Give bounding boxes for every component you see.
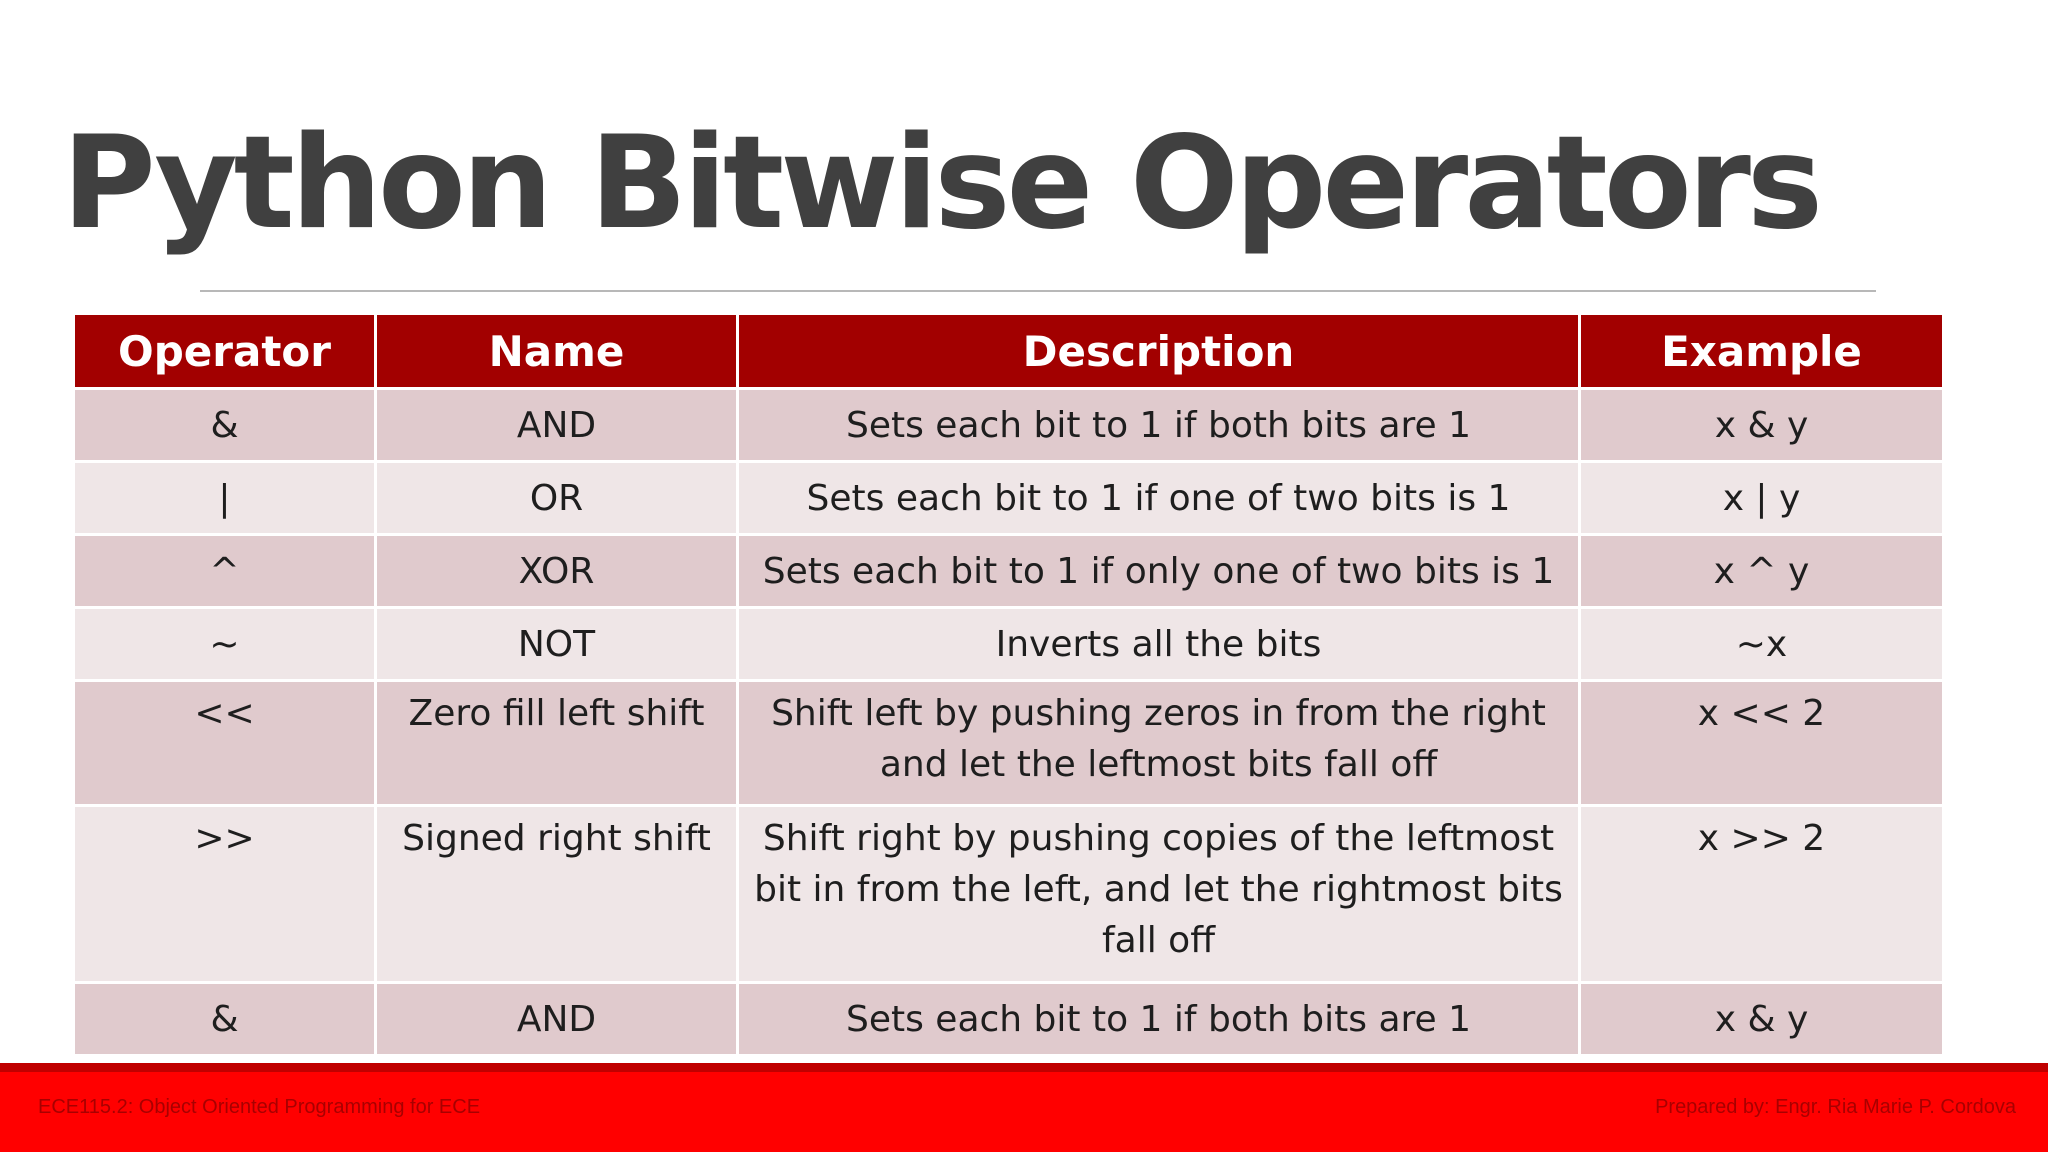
description-cell: Shift right by pushing copies of the leftmost bit in from the left, and let the rightmost bits fall off [738, 806, 1580, 983]
bitwise-operators-table [72, 312, 1945, 1057]
column-header-description: Description [738, 314, 1580, 389]
name-cell: NOT [376, 608, 738, 681]
footer-bar [0, 1072, 2048, 1152]
example-cell: x >> 2 [1580, 806, 1944, 983]
table-row [74, 389, 1944, 462]
table-row [74, 681, 1944, 806]
operator-cell: ^ [74, 535, 376, 608]
operator-cell: >> [74, 806, 376, 983]
column-header-name: Name [376, 314, 738, 389]
example-cell: ~x [1580, 608, 1944, 681]
footer-accent-line [0, 1063, 2048, 1072]
description-cell: Shift left by pushing zeros in from the right and let the leftmost bits fall off [738, 681, 1580, 806]
name-cell: XOR [376, 535, 738, 608]
example-cell: x & y [1580, 983, 1944, 1056]
column-header-operator: Operator [74, 314, 376, 389]
author-credit: Prepared by: Engr. Ria Marie P. Cordova [1655, 1096, 2016, 1118]
operator-cell: << [74, 681, 376, 806]
operator-cell: | [74, 462, 376, 535]
example-cell: x | y [1580, 462, 1944, 535]
slide-title: Python Bitwise Operators [62, 109, 1820, 258]
example-cell: x & y [1580, 389, 1944, 462]
name-cell: OR [376, 462, 738, 535]
course-label: ECE115.2: Object Oriented Programming for ECE [38, 1096, 481, 1118]
table-row [74, 608, 1944, 681]
description-cell: Sets each bit to 1 if both bits are 1 [738, 389, 1580, 462]
description-cell: Sets each bit to 1 if both bits are 1 [738, 983, 1580, 1056]
name-cell: AND [376, 389, 738, 462]
operator-cell: & [74, 983, 376, 1056]
description-cell: Inverts all the bits [738, 608, 1580, 681]
table-row [74, 983, 1944, 1056]
name-cell: AND [376, 983, 738, 1056]
column-header-example: Example [1580, 314, 1944, 389]
description-cell: Sets each bit to 1 if one of two bits is 1 [738, 462, 1580, 535]
description-cell: Sets each bit to 1 if only one of two bits is 1 [738, 535, 1580, 608]
operator-cell: ~ [74, 608, 376, 681]
name-cell: Zero fill left shift [376, 681, 738, 806]
table-header-row [74, 314, 1944, 389]
example-cell: x << 2 [1580, 681, 1944, 806]
table-row [74, 462, 1944, 535]
table-row [74, 806, 1944, 983]
example-cell: x ^ y [1580, 535, 1944, 608]
title-divider [200, 290, 1876, 292]
name-cell: Signed right shift [376, 806, 738, 983]
table-row [74, 535, 1944, 608]
operator-cell: & [74, 389, 376, 462]
